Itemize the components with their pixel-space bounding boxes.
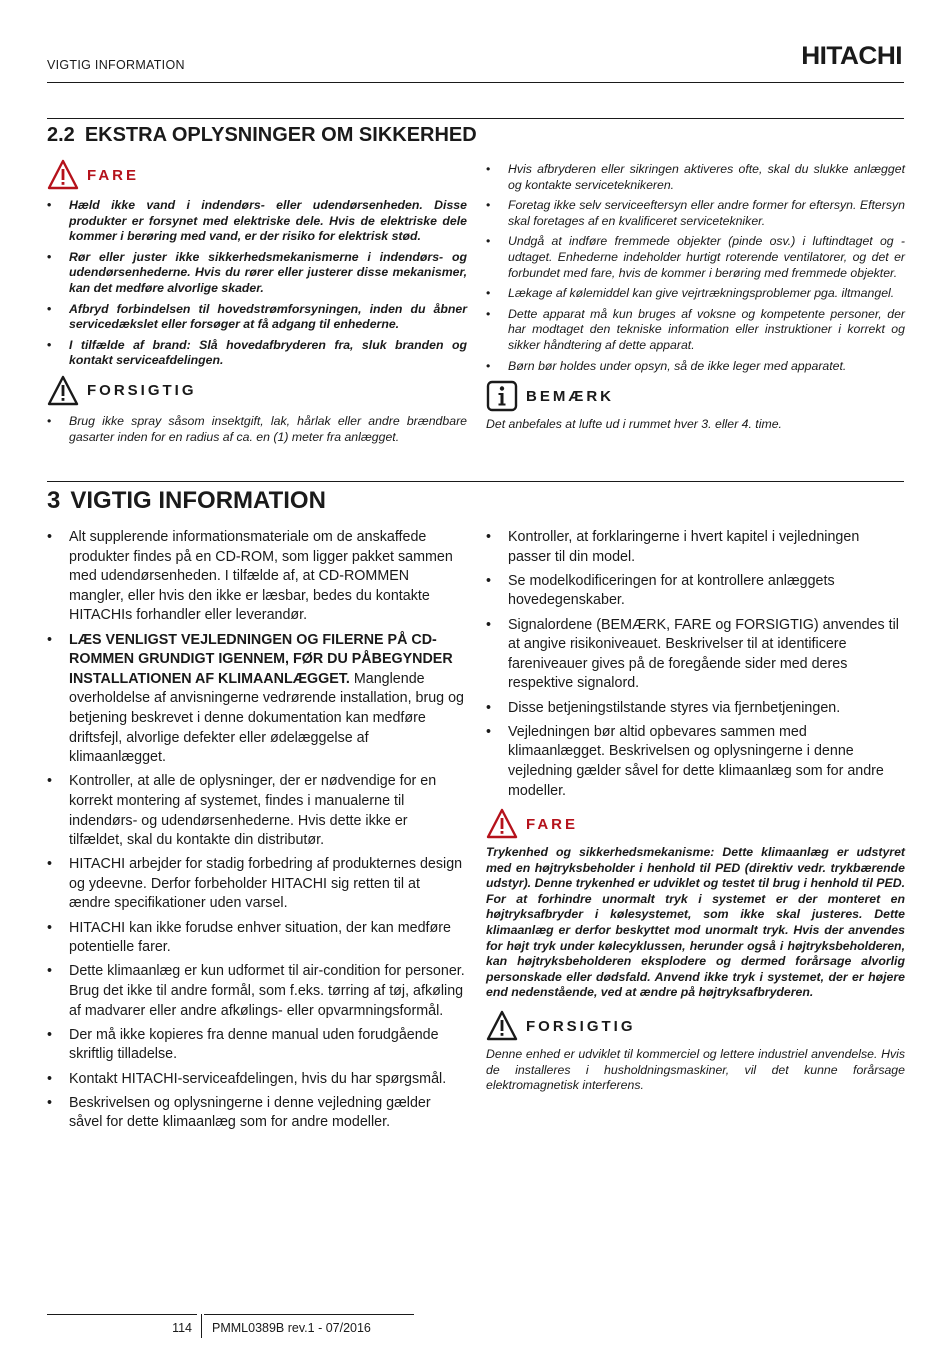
document-code: PMML0389B rev.1 - 07/2016 xyxy=(212,1321,371,1335)
list-item xyxy=(47,631,465,768)
section-2-2-heading xyxy=(47,124,477,147)
forsigtig-signal xyxy=(47,374,467,408)
warning-triangle-red-icon xyxy=(486,808,518,840)
footer-rule xyxy=(204,1314,414,1315)
list-item: • Undgå at indføre fremmede objekter (pinde osv.) i luftindtaget og -udtaget. Enhederne indeholder hurtigt roterende ventilatorer, og det er forbundet med fare, hvis de kommer i berøring med fremmede objekter. xyxy=(486,234,905,281)
section-number: 3 xyxy=(47,487,61,514)
body-text: Manglende overholdelse af anvisningerne vedrørende installation, brug og betjening beskrevet i denne dokumentation kan medføre driftsfejl, alvorlige defekter eller ødelæggelse af klimaanlægget. xyxy=(69,670,465,766)
fare-signal xyxy=(486,807,905,841)
fare-list xyxy=(47,198,467,369)
section-2-2-divider xyxy=(47,118,904,119)
list-item: • Kontroller, at forklaringerne i hvert kapitel i vejledningen passer til din model. xyxy=(486,528,905,567)
list-item: • Der må ikke kopieres fra denne manual uden forudgående skriftlig tilladelse. xyxy=(47,1026,465,1065)
section-title: VIGTIG INFORMATION xyxy=(70,487,326,514)
fare-label: FARE xyxy=(526,815,579,833)
fare-label: FARE xyxy=(87,166,140,184)
info-icon xyxy=(486,380,518,412)
warning-triangle-icon xyxy=(486,1010,518,1042)
list-item: • Rør eller juster ikke sikkerhedsmekanismerne i indendørs- og udendørsenhederne. Hvis du rører eller justerer disse mekanismer, kan det medføre alvorlige skader. xyxy=(47,250,467,297)
section-2-2-right-column xyxy=(486,162,905,433)
list-item: • Kontakt HITACHI-serviceafdelingen, hvis du har spørgsmål. xyxy=(47,1070,465,1090)
section-title: EKSTRA OPLYSNINGER OM SIKKERHED xyxy=(84,124,477,146)
fare-text: Trykenhed og sikkerhedsmekanisme: Dette klimaanlæg er udstyret med en højtryksbeholder i henhold til PED (direktiv vedr. trykbærende udstyr). Denne trykenhed er udviklet og testet til brug i henhold til PED. For at forhindre unormalt tryk i systemet er der monteret en højtryksafbryder i kølesystemet, som ikke skal justeres. Dette klimaanlæg er derfor beskyttet mod unormalt tryk. Hvis der anvendes for højt tryk under kølecyklussen, herunder også i højtryksbeholderen, kan højtryksbeholderen eksplodere og dermed forårsage alvorlig personskade eller dødsfald. Anvend ikke tryk i systemet, der er højere end nedenstående, ved at ændre på højtryksafbryderen. xyxy=(486,845,905,1000)
footer-rule xyxy=(47,1314,197,1315)
list-item: • Alt supplerende informationsmateriale om de anskaffede produkter findes på en CD-ROM, som ligger pakket sammen med udendørsenheden. I tilfælde af, at CD-ROMMEN mangler, eller hvis den ikke er læsbar, bedes du kontakte HITACHIs forhandler eller leverandør. xyxy=(47,528,465,626)
bemaerk-label: BEMÆRK xyxy=(526,387,614,405)
list-item: • Hvis afbryderen eller sikringen aktiveres ofte, skal du slukke anlægget og kontakte serviceteknikeren. xyxy=(486,162,905,193)
emphasis-text: LÆS VENLIGST VEJLEDNINGEN OG FILERNE PÅ CD-ROMMEN GRUNDIGT IGENNEM, FØR DU PÅBEGYNDER INSTALLATIONEN AF KLIMAANLÆGGET. xyxy=(69,631,453,687)
list-item: • HITACHI kan ikke forudse enhver situation, der kan medføre potentielle farer. xyxy=(47,919,465,958)
section-3-heading xyxy=(47,487,326,515)
forsigtig-text: Denne enhed er udviklet til kommerciel og lettere industriel anvendelse. Hvis de installeres i husholdningsmaskiner, vil det kunne forårsage elektromagnetisk interferens. xyxy=(486,1047,905,1093)
information-list xyxy=(47,528,465,1133)
list-item: • Lækage af kølemiddel kan give vejrtrækningsproblemer pga. iltmangel. xyxy=(486,286,905,302)
list-item: • Afbryd forbindelsen til hovedstrømforsyningen, inden du åbner servicedækslet eller forsøger at få adgang til enhederne. xyxy=(47,302,467,333)
section-3-left-column xyxy=(47,528,465,1138)
forsigtig-list xyxy=(47,414,467,445)
list-item: • Hæld ikke vand i indendørs- eller udendørsenheden. Disse produkter er forsynet med elektriske dele. Hvis de elektriske dele kommer i berøring med vand, er der risiko for elektrisk stød. xyxy=(47,198,467,245)
bemaerk-text: Det anbefales at lufte ud i rummet hver 3. eller 4. time. xyxy=(486,417,782,432)
information-list-continued xyxy=(486,528,905,801)
header-divider xyxy=(47,82,904,83)
forsigtig-signal xyxy=(486,1009,905,1043)
fare-signal xyxy=(47,158,467,192)
safety-list xyxy=(486,162,905,374)
running-header: VIGTIG INFORMATION xyxy=(47,58,185,72)
list-item: • Børn bør holdes under opsyn, så de ikke leger med apparatet. xyxy=(486,359,905,375)
list-item: • Beskrivelsen og oplysningerne i denne vejledning gælder såvel for dette klimaanlæg som for andre modeller. xyxy=(47,1094,465,1133)
section-number: 2.2 xyxy=(47,124,75,146)
list-item: • Foretag ikke selv serviceeftersyn eller andre former for eftersyn. Eftersyn skal foretages af en kvalificeret servicetekniker. xyxy=(486,198,905,229)
list-item: • I tilfælde af brand: Slå hovedafbryderen fra, sluk branden og kontakt serviceafdelingen. xyxy=(47,338,467,369)
forsigtig-label: FORSIGTIG xyxy=(526,1017,636,1035)
warning-triangle-red-icon xyxy=(47,159,79,191)
list-item: • HITACHI arbejder for stadig forbedring af produkternes design og ydeevne. Derfor forbeholder HITACHI sig retten til at ændre specifikationer uden varsel. xyxy=(47,855,465,914)
list-item: • Dette apparat må kun bruges af voksne og kompetente personer, der har modtaget den tekniske information eller instruktioner i korrekt og sikker håndtering af dette apparat. xyxy=(486,307,905,354)
section-2-2-left-column xyxy=(47,158,467,450)
list-item: • Disse betjeningstilstande styres via fjernbetjeningen. xyxy=(486,699,905,719)
page-number: 114 xyxy=(172,1321,192,1335)
hitachi-logo: HITACHI xyxy=(801,42,902,70)
bemaerk-signal xyxy=(486,379,905,413)
warning-triangle-icon xyxy=(47,375,79,407)
list-item: • Dette klimaanlæg er kun udformet til air-condition for personer. Brug det ikke til andre formål, som f.eks. tørring af tøj, afkøling af madvarer eller andre afkølings- eller opvarmningsformål. xyxy=(47,962,465,1021)
section-3-right-column xyxy=(486,528,905,1094)
list-item: • Kontroller, at alle de oplysninger, der er nødvendige for en korrekt montering af systemet, findes i manualerne til indendørs- og udendørsenhederne. Hvis dette ikke er tilfældet, skal du kontakte din distributør. xyxy=(47,772,465,850)
forsigtig-label: FORSIGTIG xyxy=(87,382,197,400)
footer-separator xyxy=(201,1314,202,1338)
list-item: • Brug ikke spray såsom insektgift, lak, hårlak eller andre brændbare gasarter inden for en radius af ca. en (1) meter fra anlægget. xyxy=(47,414,467,445)
list-item: • Vejledningen bør altid opbevares sammen med klimaanlægget. Beskrivelsen og oplysningerne i denne vejledning gælder såvel for dette klimaanlæg som for andre modeller. xyxy=(486,723,905,801)
list-item: • Se modelkodificeringen for at kontrollere anlæggets hovedegenskaber. xyxy=(486,572,905,611)
section-3-divider xyxy=(47,481,904,482)
list-item: • Signalordene (BEMÆRK, FARE og FORSIGTIG) anvendes til at angive risikoniveauet. Beskrivelser til at identificere fareniveauer gives på de foregående sider med deres respektive signalord. xyxy=(486,616,905,694)
